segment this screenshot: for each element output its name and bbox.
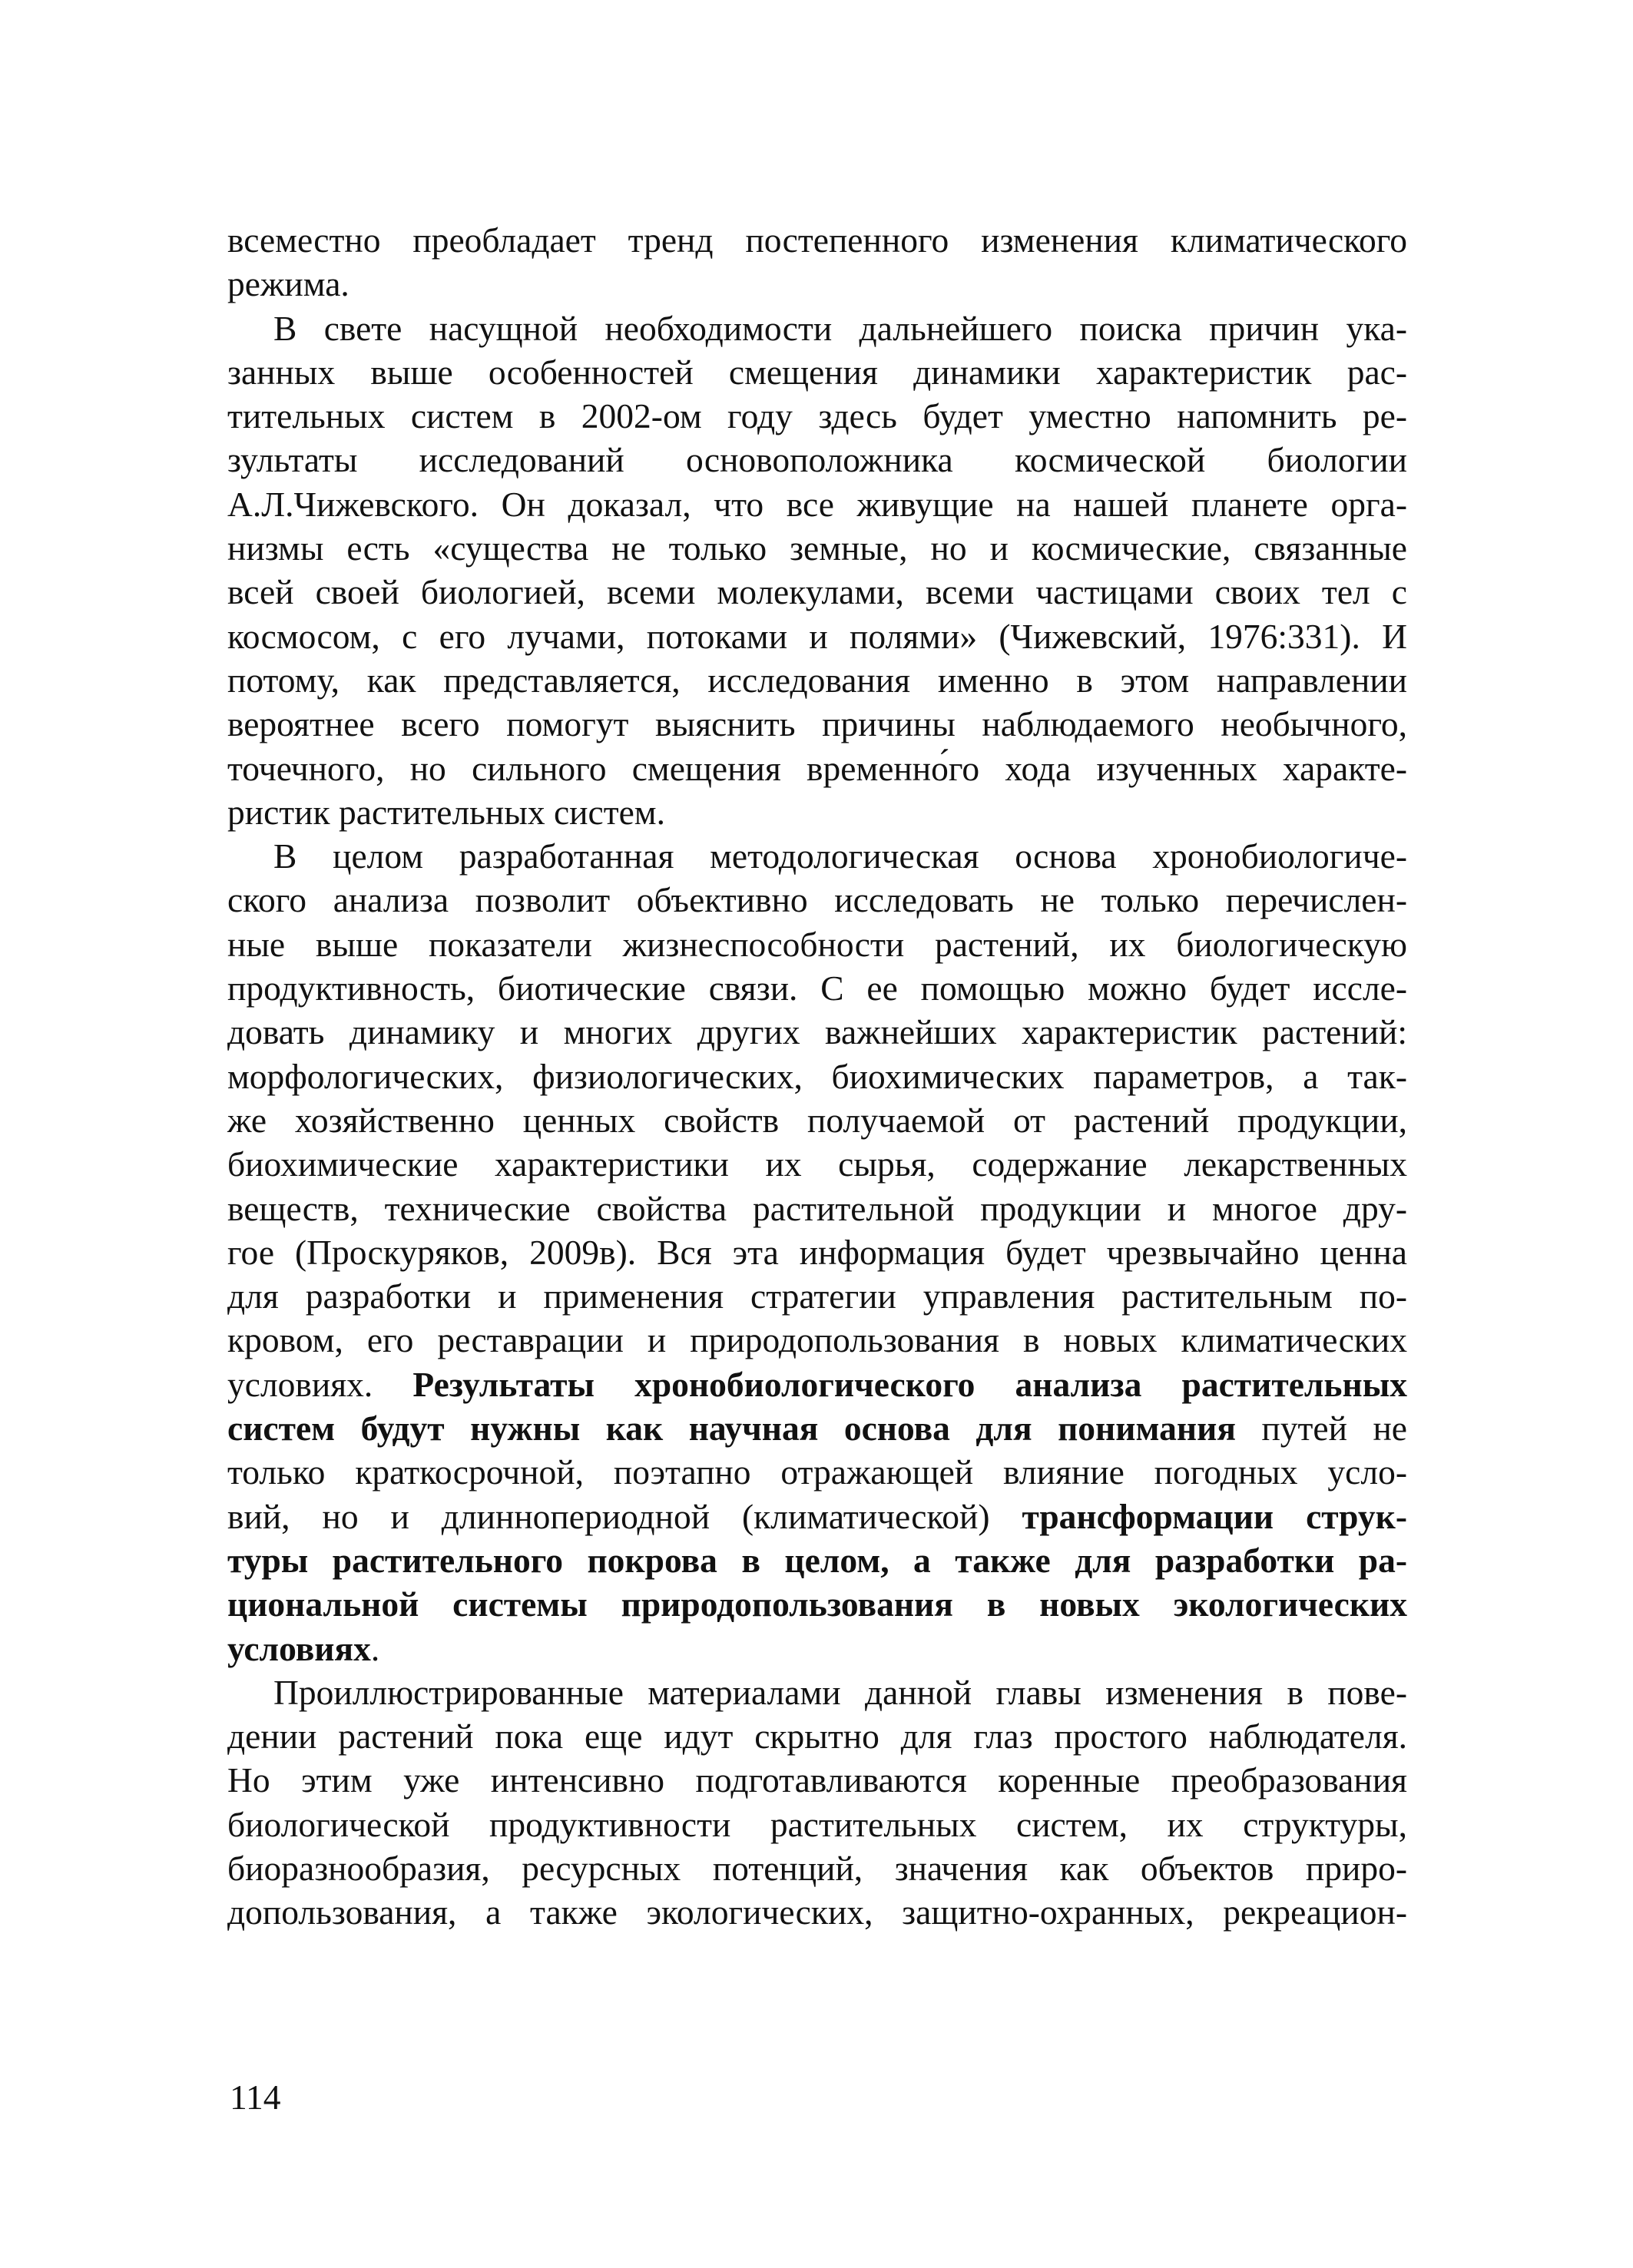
text-run: всей своей биологией, всеми молекулами, всеми частицами своих тел с <box>227 572 1407 612</box>
text-line <box>227 1538 1407 1582</box>
text-run: допользования, а также экологических, защитно-охранных, рекреацион- <box>227 1892 1407 1932</box>
text-line <box>227 1714 1407 1758</box>
bold-text-run: циональной системы природопользования в новых экологических <box>227 1584 1407 1624</box>
paragraph <box>227 1670 1407 1935</box>
text-run: низмы есть «существа не только земные, но и космические, связанные <box>227 528 1407 568</box>
text-line <box>227 438 1407 482</box>
text-run: Проиллюстрированные материалами данной главы изменения в пове- <box>273 1672 1407 1712</box>
bold-text-run: туры растительного покрова в целом, а также для разработки ра- <box>227 1540 1407 1580</box>
text-run: В свете насущной необходимости дальнейшего поиска причин ука- <box>273 308 1407 348</box>
text-line <box>227 878 1407 922</box>
text-line <box>227 218 1407 262</box>
text-run: кровом, его реставрации и природопользования в новых климатических <box>227 1320 1407 1360</box>
paragraph <box>227 218 1407 306</box>
text-run: продуктивность, биотические связи. С ее помощью можно будет иссле- <box>227 968 1407 1008</box>
text-run: ского анализа позволит объективно исследовать не только перечислен- <box>227 880 1407 920</box>
text-line <box>227 1362 1407 1406</box>
bold-text-run: Результаты хронобиологического анализа растительных <box>412 1364 1407 1404</box>
text-run: довать динамику и многих других важнейших характеристик растений: <box>227 1012 1407 1052</box>
text-run: зультаты исследований основоположника космической биологии <box>227 440 1407 480</box>
text-run: веществ, технические свойства растительной продукции и многое дру- <box>227 1188 1407 1228</box>
text-run: вероятнее всего помогут выяснить причины наблюдаемого необычного, <box>227 704 1407 744</box>
text-line <box>227 1846 1407 1890</box>
text-run: гое (Проскуряков, 2009в). Вся эта информация будет чрезвычайно ценна <box>227 1232 1407 1272</box>
text-run: . <box>370 1628 380 1668</box>
text-line <box>227 966 1407 1010</box>
text-run: ные выше показатели жизнеспособности растений, их биологическую <box>227 924 1407 964</box>
text-line <box>227 1495 1407 1538</box>
text-run: путей не <box>1235 1409 1407 1449</box>
text-line <box>227 1098 1407 1142</box>
text-line <box>227 790 1407 834</box>
text-line <box>227 1187 1407 1230</box>
text-run: всеместно преобладает тренд постепенного изменения климатического <box>227 220 1407 260</box>
text-run: потому, как представляется, исследования именно в этом направлении <box>227 660 1407 700</box>
text-line <box>227 614 1407 658</box>
text-run: биологической продуктивности растительных систем, их структуры, <box>227 1804 1407 1844</box>
text-run: В целом разработанная методологическая основа хронобиологиче- <box>273 836 1407 876</box>
text-run: точечного, но сильного смещения временно́го хода изученных характе- <box>227 748 1407 788</box>
text-line <box>227 922 1407 966</box>
text-line <box>227 1318 1407 1362</box>
text-line <box>227 1627 1407 1670</box>
text-line <box>227 1055 1407 1098</box>
text-line <box>227 394 1407 438</box>
text-line <box>227 1670 1407 1714</box>
text-run: дении растений пока еще идут скрытно для глаз простого наблюдателя. <box>227 1717 1407 1756</box>
text-run: для разработки и применения стратегии управления растительным по- <box>227 1276 1407 1316</box>
text-line <box>227 526 1407 570</box>
text-line <box>227 1142 1407 1186</box>
bold-text-run: трансформации струк- <box>1022 1496 1407 1536</box>
text-line <box>227 1010 1407 1054</box>
bold-text-run: условиях <box>227 1628 371 1668</box>
text-line <box>227 834 1407 878</box>
text-line <box>227 1450 1407 1494</box>
text-run: тительных систем в 2002-ом году здесь будет уместно напомнить ре- <box>227 396 1407 436</box>
page-number: 114 <box>230 2078 281 2117</box>
text-line <box>227 1230 1407 1274</box>
text-run: вий, но и длиннопериодной (климатической) <box>227 1496 1022 1536</box>
text-run: только краткосрочной, поэтапно отражающей влияние погодных усло- <box>227 1452 1407 1492</box>
paragraph <box>227 834 1407 1670</box>
text-line <box>227 262 1407 306</box>
text-run: космосом, с его лучами, потоками и полями» (Чижевский, 1976:331). И <box>227 616 1407 656</box>
body-text <box>227 218 1407 1935</box>
text-run: занных выше особенностей смещения динамики характеристик рас- <box>227 352 1407 392</box>
text-line <box>227 350 1407 394</box>
text-line <box>227 1406 1407 1450</box>
text-run: режима. <box>227 264 349 304</box>
text-line <box>227 1274 1407 1318</box>
text-line <box>227 1582 1407 1626</box>
text-line <box>227 482 1407 526</box>
text-line <box>227 1758 1407 1802</box>
text-run: биохимические характеристики их сырья, содержание лекарственных <box>227 1144 1407 1184</box>
text-line <box>227 702 1407 746</box>
text-line <box>227 306 1407 350</box>
text-line <box>227 658 1407 702</box>
text-line <box>227 747 1407 790</box>
paragraph <box>227 306 1407 835</box>
text-run: Но этим уже интенсивно подготавливаются коренные преобразования <box>227 1760 1407 1800</box>
text-run: морфологических, физиологических, биохимических параметров, а так- <box>227 1056 1407 1096</box>
text-run: биоразнообразия, ресурсных потенций, значения как объектов приро- <box>227 1848 1407 1888</box>
text-run: условиях. <box>227 1364 413 1404</box>
text-line <box>227 570 1407 614</box>
text-line <box>227 1803 1407 1846</box>
text-run: ристик растительных систем. <box>227 792 665 832</box>
text-run: А.Л.Чижевского. Он доказал, что все живущие на нашей планете орга- <box>227 484 1407 524</box>
text-run: же хозяйственно ценных свойств получаемой от растений продукции, <box>227 1100 1407 1140</box>
text-line <box>227 1890 1407 1934</box>
bold-text-run: систем будут нужны как научная основа для понимания <box>227 1409 1236 1449</box>
